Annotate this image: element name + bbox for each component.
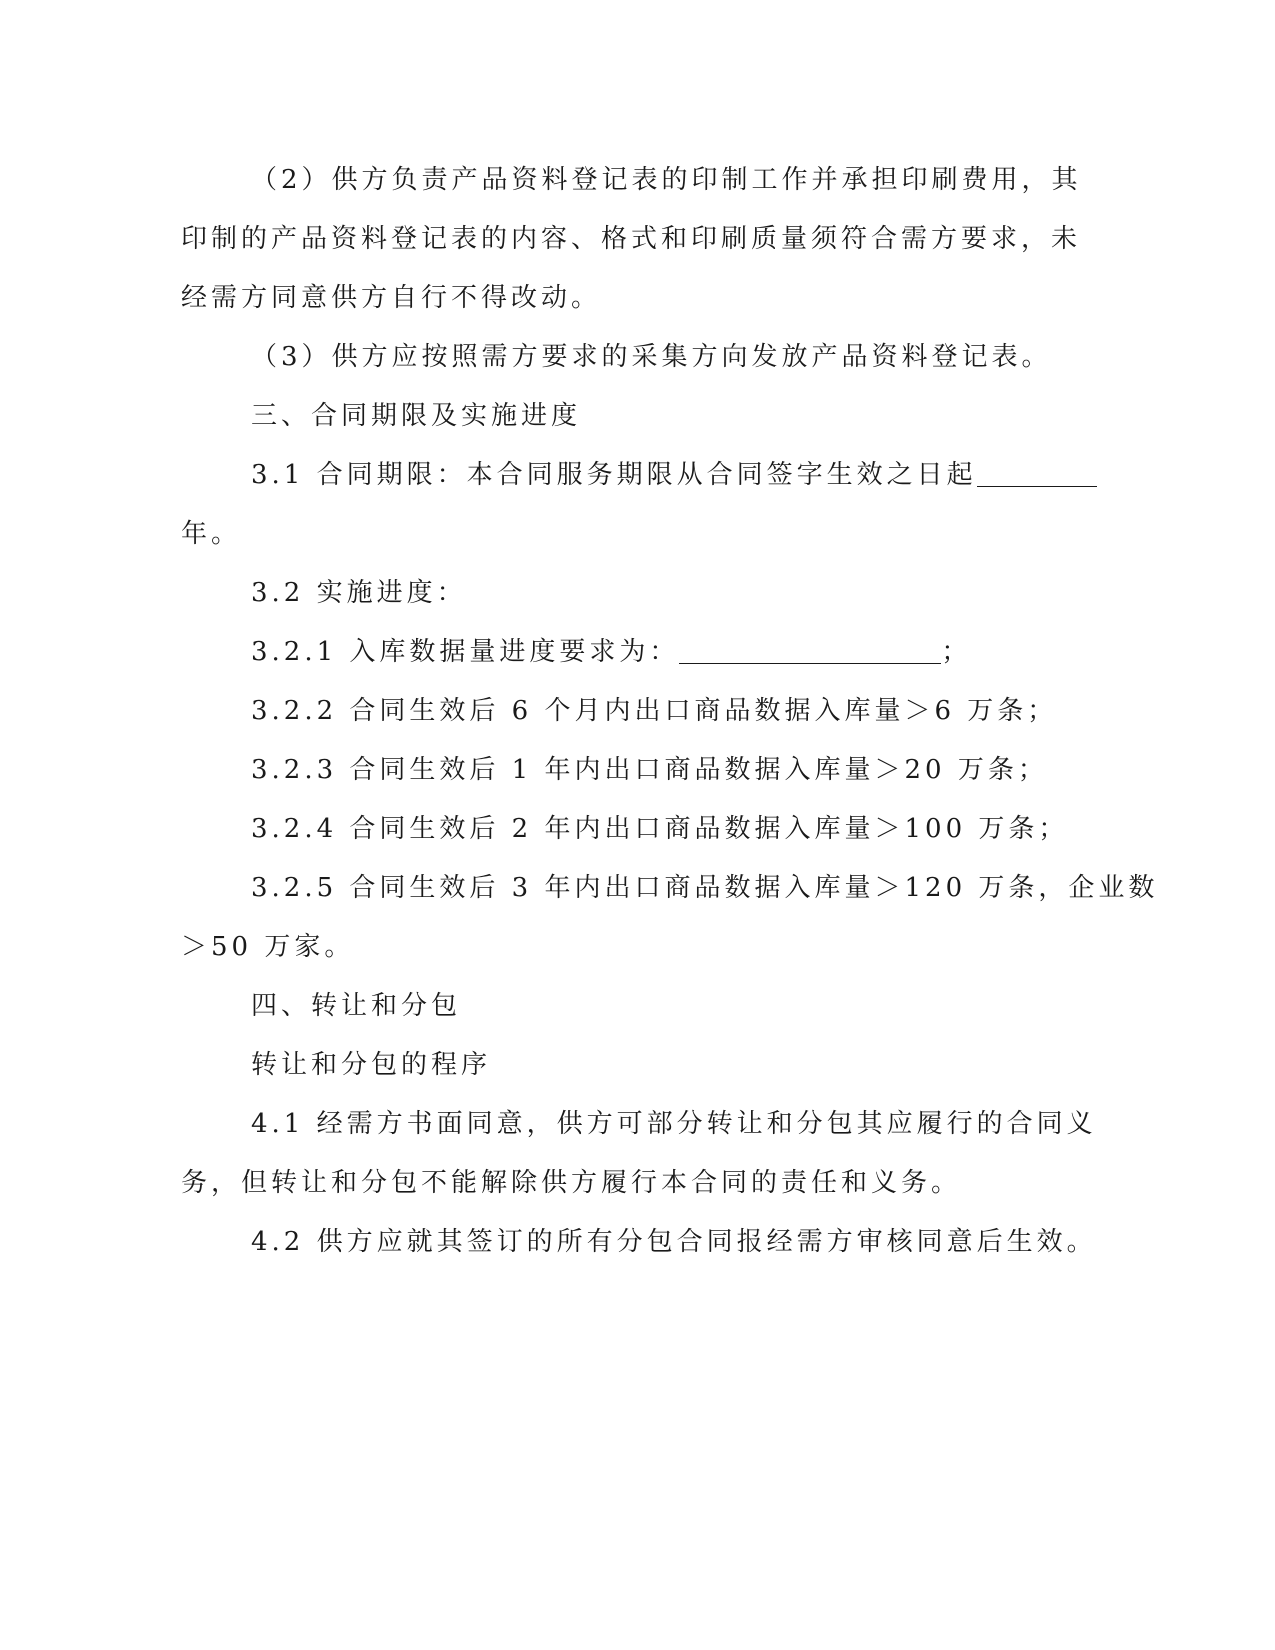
term-blank [977,460,1097,487]
section-4-heading: 四、转让和分包 [251,991,462,1021]
clause-3-2-4: 3.2.4 合同生效后 2 年内出口商品数据入库量＞100 万条； [251,814,1069,844]
clause-3-2-3: 3.2.3 合同生效后 1 年内出口商品数据入库量＞20 万条； [251,755,1048,785]
clause-3-1-text: 3.1 合同期限：本合同服务期限从合同签字生效之日起 [251,460,977,490]
clause-3-2-5-line-2: ＞50 万家。 [181,932,355,962]
paragraph-2-line-3: 经需方同意供方自行不得改动。 [181,283,602,313]
clause-3-2-1-end: ； [941,637,972,667]
clause-3-1-line-1 [251,457,1131,493]
clause-3-2-2: 3.2.2 合同生效后 6 个月内出口商品数据入库量＞6 万条； [251,696,1058,726]
paragraph-3: （3）供方应按照需方要求的采集方向发放产品资料登记表。 [251,342,1052,372]
section-3-heading: 三、合同期限及实施进度 [251,401,582,431]
clause-3-2-5-line-1: 3.2.5 合同生效后 3 年内出口商品数据入库量＞120 万条，企业数 [251,873,1159,903]
section-4-subheading: 转让和分包的程序 [251,1050,492,1080]
clause-3-1-line-2: 年。 [181,519,242,549]
clause-3-2-1 [251,634,1131,670]
clause-3-2-1-text: 3.2.1 入库数据量进度要求为： [251,637,680,667]
clause-4-1-line-1: 4.1 经需方书面同意，供方可部分转让和分包其应履行的合同义 [251,1109,1097,1139]
clause-4-1-line-2: 务，但转让和分包不能解除供方履行本合同的责任和义务。 [181,1168,962,1198]
paragraph-2-line-2: 印制的产品资料登记表的内容、格式和印刷质量须符合需方要求，未 [181,224,1082,254]
clause-4-2: 4.2 供方应就其签订的所有分包合同报经需方审核同意后生效。 [251,1227,1097,1257]
progress-blank [679,637,941,664]
paragraph-2-line-1: （2）供方负责产品资料登记表的印制工作并承担印刷费用，其 [251,165,1082,195]
clause-3-2: 3.2 实施进度： [251,578,467,608]
